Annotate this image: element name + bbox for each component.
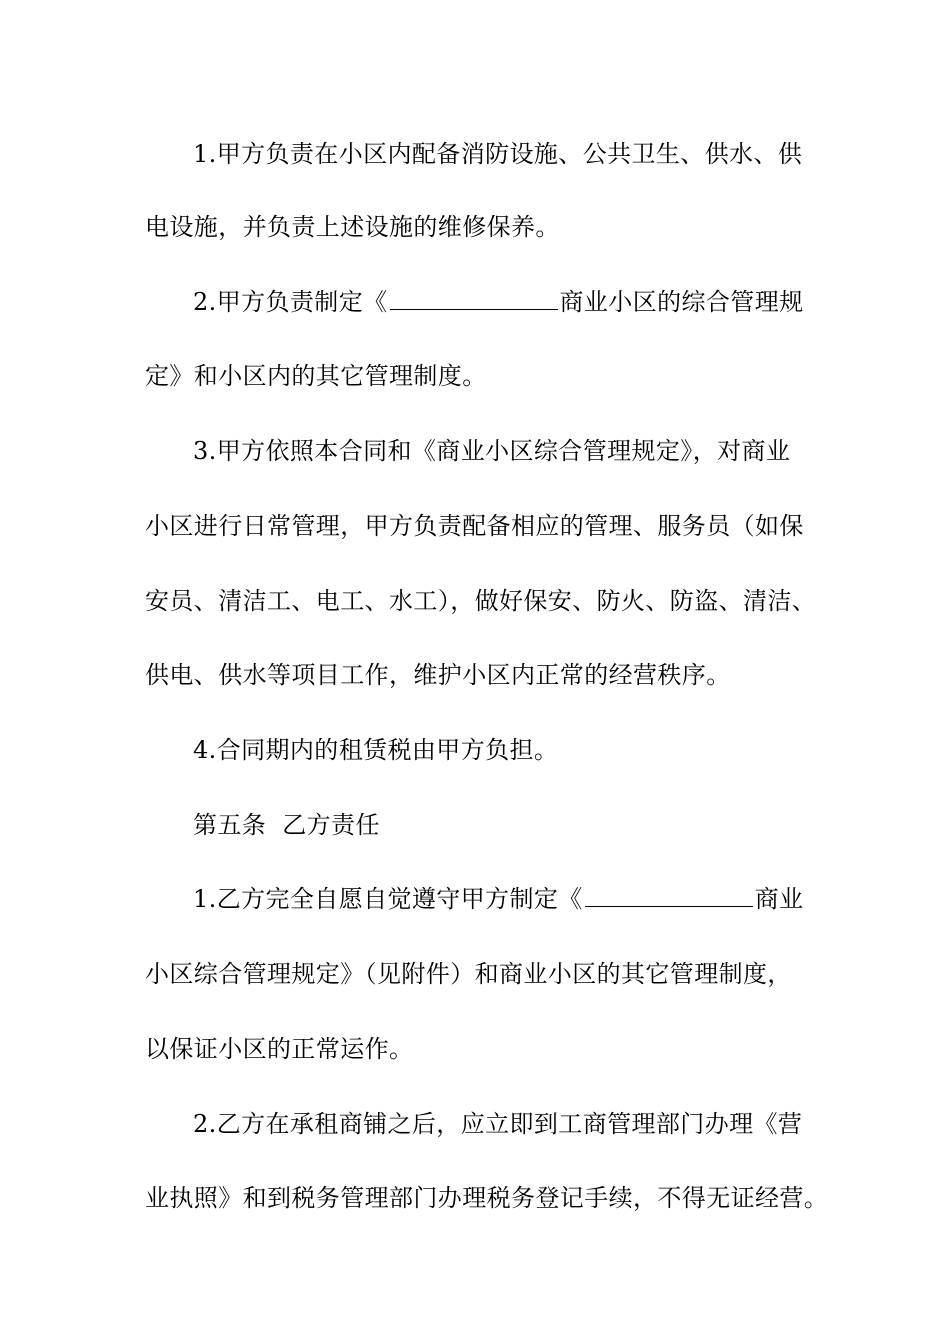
text-segment: 电设施，并负责上述设施的维修保养。 bbox=[145, 213, 560, 241]
text-segment: 业执照》和到税务管理部门办理税务登记手续，不得无证经营。 bbox=[145, 1184, 829, 1212]
text-segment: 小区进行日常管理，甲方负责配备相应的管理、服务员（如保 bbox=[145, 512, 804, 540]
text-suffix: 商业 bbox=[754, 885, 804, 913]
paragraph-6-line-1 bbox=[0, 1106, 950, 1142]
paragraph-5-line-1 bbox=[0, 881, 950, 917]
paragraph-5-line-2 bbox=[0, 956, 950, 992]
text-segment: 3.甲方依照本合同和《商业小区综合管理规定》，对商业 bbox=[193, 437, 791, 465]
text-segment: 4.合同期内的租赁税由甲方负担。 bbox=[193, 736, 559, 764]
paragraph-2-line-1 bbox=[0, 284, 950, 320]
paragraph-1-line-2 bbox=[0, 209, 950, 245]
text-segment: 小区综合管理规定》（见附件）和商业小区的其它管理制度， bbox=[145, 960, 792, 988]
paragraph-2-line-2 bbox=[0, 358, 950, 394]
paragraph-1-line-1 bbox=[0, 136, 950, 172]
paragraph-4-line-1 bbox=[0, 732, 950, 768]
text-segment: 定》和小区内的其它管理制度。 bbox=[145, 362, 487, 390]
section-heading bbox=[0, 807, 950, 843]
text-segment: 安员、清洁工、电工、水工），做好保安、防火、防盗、清洁、 bbox=[145, 587, 817, 615]
paragraph-6-line-2 bbox=[0, 1180, 950, 1216]
paragraph-3-line-4 bbox=[0, 657, 950, 693]
text-segment: 1.甲方负责在小区内配备消防设施、公共卫生、供水、供 bbox=[193, 140, 803, 168]
text-prefix: 2.甲方负责制定《 bbox=[193, 288, 388, 316]
text-segment: 供电、供水等项目工作，维护小区内正常的经营秩序。 bbox=[145, 661, 731, 689]
paragraph-3-line-3 bbox=[0, 583, 950, 619]
text-segment bbox=[193, 284, 804, 320]
paragraph-3-line-2 bbox=[0, 508, 950, 544]
text-prefix: 1.乙方完全自愿自觉遵守甲方制定《 bbox=[193, 885, 583, 913]
text-suffix: 商业小区的综合管理规 bbox=[559, 288, 804, 316]
text-segment: 以保证小区的正常运作。 bbox=[145, 1035, 414, 1063]
paragraph-3-line-1 bbox=[0, 433, 950, 469]
text-segment bbox=[193, 881, 804, 917]
paragraph-5-line-3 bbox=[0, 1031, 950, 1067]
blank-fill-line bbox=[585, 886, 753, 907]
blank-fill-line bbox=[390, 289, 558, 310]
text-segment: 2.乙方在承租商铺之后，应立即到工商管理部门办理《营 bbox=[193, 1110, 803, 1138]
heading-text: 第五条 乙方责任 bbox=[193, 811, 380, 839]
